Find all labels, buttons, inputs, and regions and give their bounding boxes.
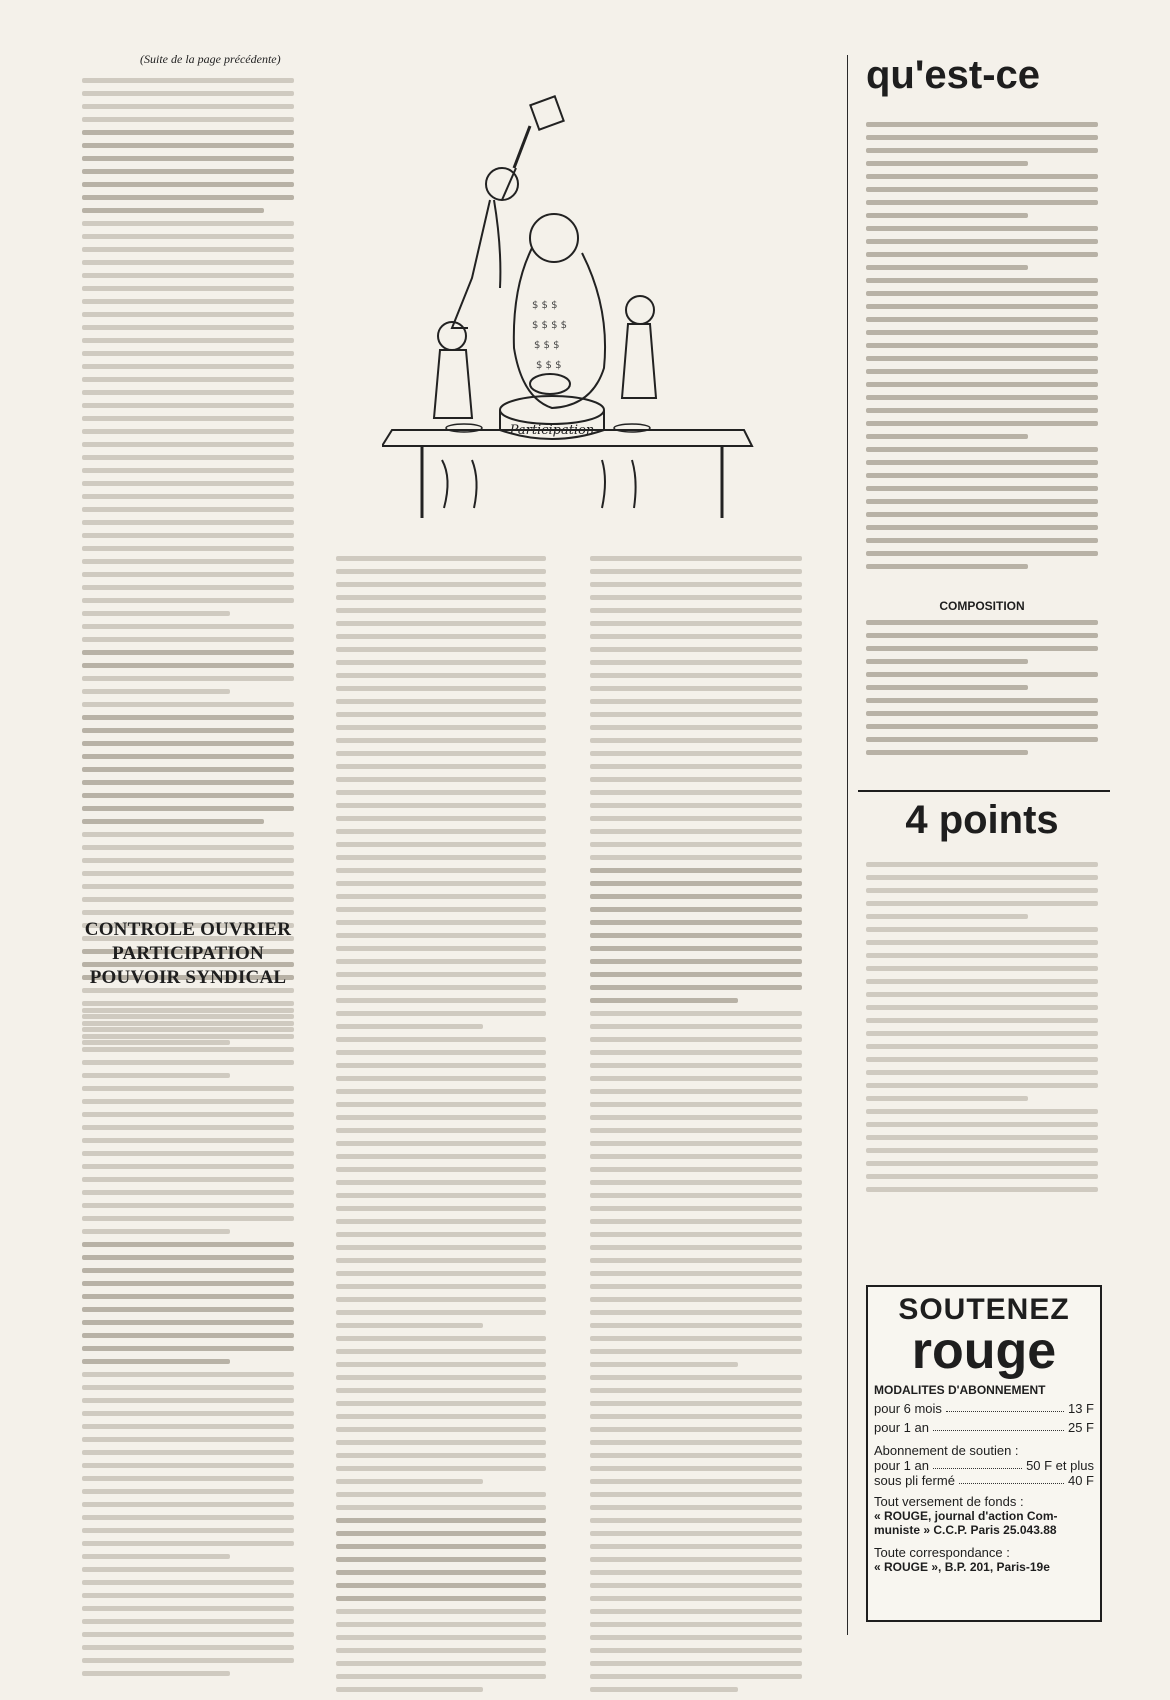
svg-text:$ $ $ $: $ $ $ $ bbox=[532, 320, 567, 331]
price-row-label: pour 6 mois bbox=[874, 1401, 942, 1416]
left-column-text-bottom bbox=[82, 1008, 294, 1684]
rouge-logo: rouge bbox=[911, 1322, 1057, 1380]
cake-label: Participation bbox=[509, 423, 595, 438]
price-row-6-mois bbox=[874, 1401, 1094, 1416]
svg-text:$ $ $: $ $ $ bbox=[532, 300, 558, 311]
points-heading: 4 points bbox=[905, 798, 1059, 842]
sidebar-text-top bbox=[866, 122, 1098, 577]
points-text bbox=[866, 862, 1098, 1200]
rouge-ccp-line-2: muniste » C.C.P. Paris 25.043.88 bbox=[874, 1523, 1057, 1537]
modalites-heading: MODALITES D'ABONNEMENT bbox=[874, 1383, 1046, 1397]
soutien-row-label: pour 1 an bbox=[874, 1458, 929, 1473]
price-row-1-an bbox=[874, 1420, 1094, 1435]
soutien-row-1-an bbox=[874, 1458, 1094, 1473]
price-row-value: 25 F bbox=[1067, 1420, 1094, 1435]
article-heading-line-1: CONTROLE OUVRIER bbox=[84, 919, 292, 940]
svg-text:$ $ $: $ $ $ bbox=[534, 340, 560, 351]
article-heading bbox=[82, 918, 294, 989]
section-rule bbox=[858, 790, 1110, 792]
sidebar-divider bbox=[847, 55, 848, 1635]
center-right-column-text bbox=[590, 556, 802, 1700]
svg-text:$ $ $: $ $ $ bbox=[536, 360, 562, 371]
participation-cartoon bbox=[382, 88, 762, 528]
subscription-heading: SOUTENEZ bbox=[898, 1293, 1070, 1326]
composition-text bbox=[866, 620, 1098, 763]
sidebar-heading: qu'est-ce bbox=[866, 53, 1041, 97]
rouge-ccp-line-1: « ROUGE, journal d'action Com- bbox=[874, 1509, 1058, 1523]
soutien-row-value: 40 F bbox=[1067, 1473, 1094, 1488]
article-heading-line-2: PARTICIPATION bbox=[112, 942, 264, 964]
continuation-note: (Suite de la page précédente) bbox=[140, 52, 281, 66]
center-left-column-text bbox=[336, 556, 546, 1700]
soutien-row-value: 50 F et plus bbox=[1026, 1458, 1094, 1473]
left-column-text-top bbox=[82, 78, 294, 1053]
soutien-title: Abonnement de soutien : bbox=[874, 1443, 1019, 1458]
soutien-row-pli-ferme bbox=[874, 1473, 1094, 1488]
composition-heading: COMPOSITION bbox=[939, 599, 1025, 613]
correspondance-label: Toute correspondance : bbox=[874, 1545, 1010, 1560]
price-row-label: pour 1 an bbox=[874, 1420, 929, 1435]
subscription-box bbox=[866, 1285, 1102, 1622]
versement-label: Tout versement de fonds : bbox=[874, 1494, 1024, 1509]
article-heading-line-3: POUVOIR SYNDICAL bbox=[89, 966, 287, 988]
soutien-row-label: sous pli fermé bbox=[874, 1473, 955, 1488]
price-row-value: 13 F bbox=[1067, 1401, 1094, 1416]
postal-address: « ROUGE », B.P. 201, Paris-19e bbox=[874, 1560, 1050, 1574]
